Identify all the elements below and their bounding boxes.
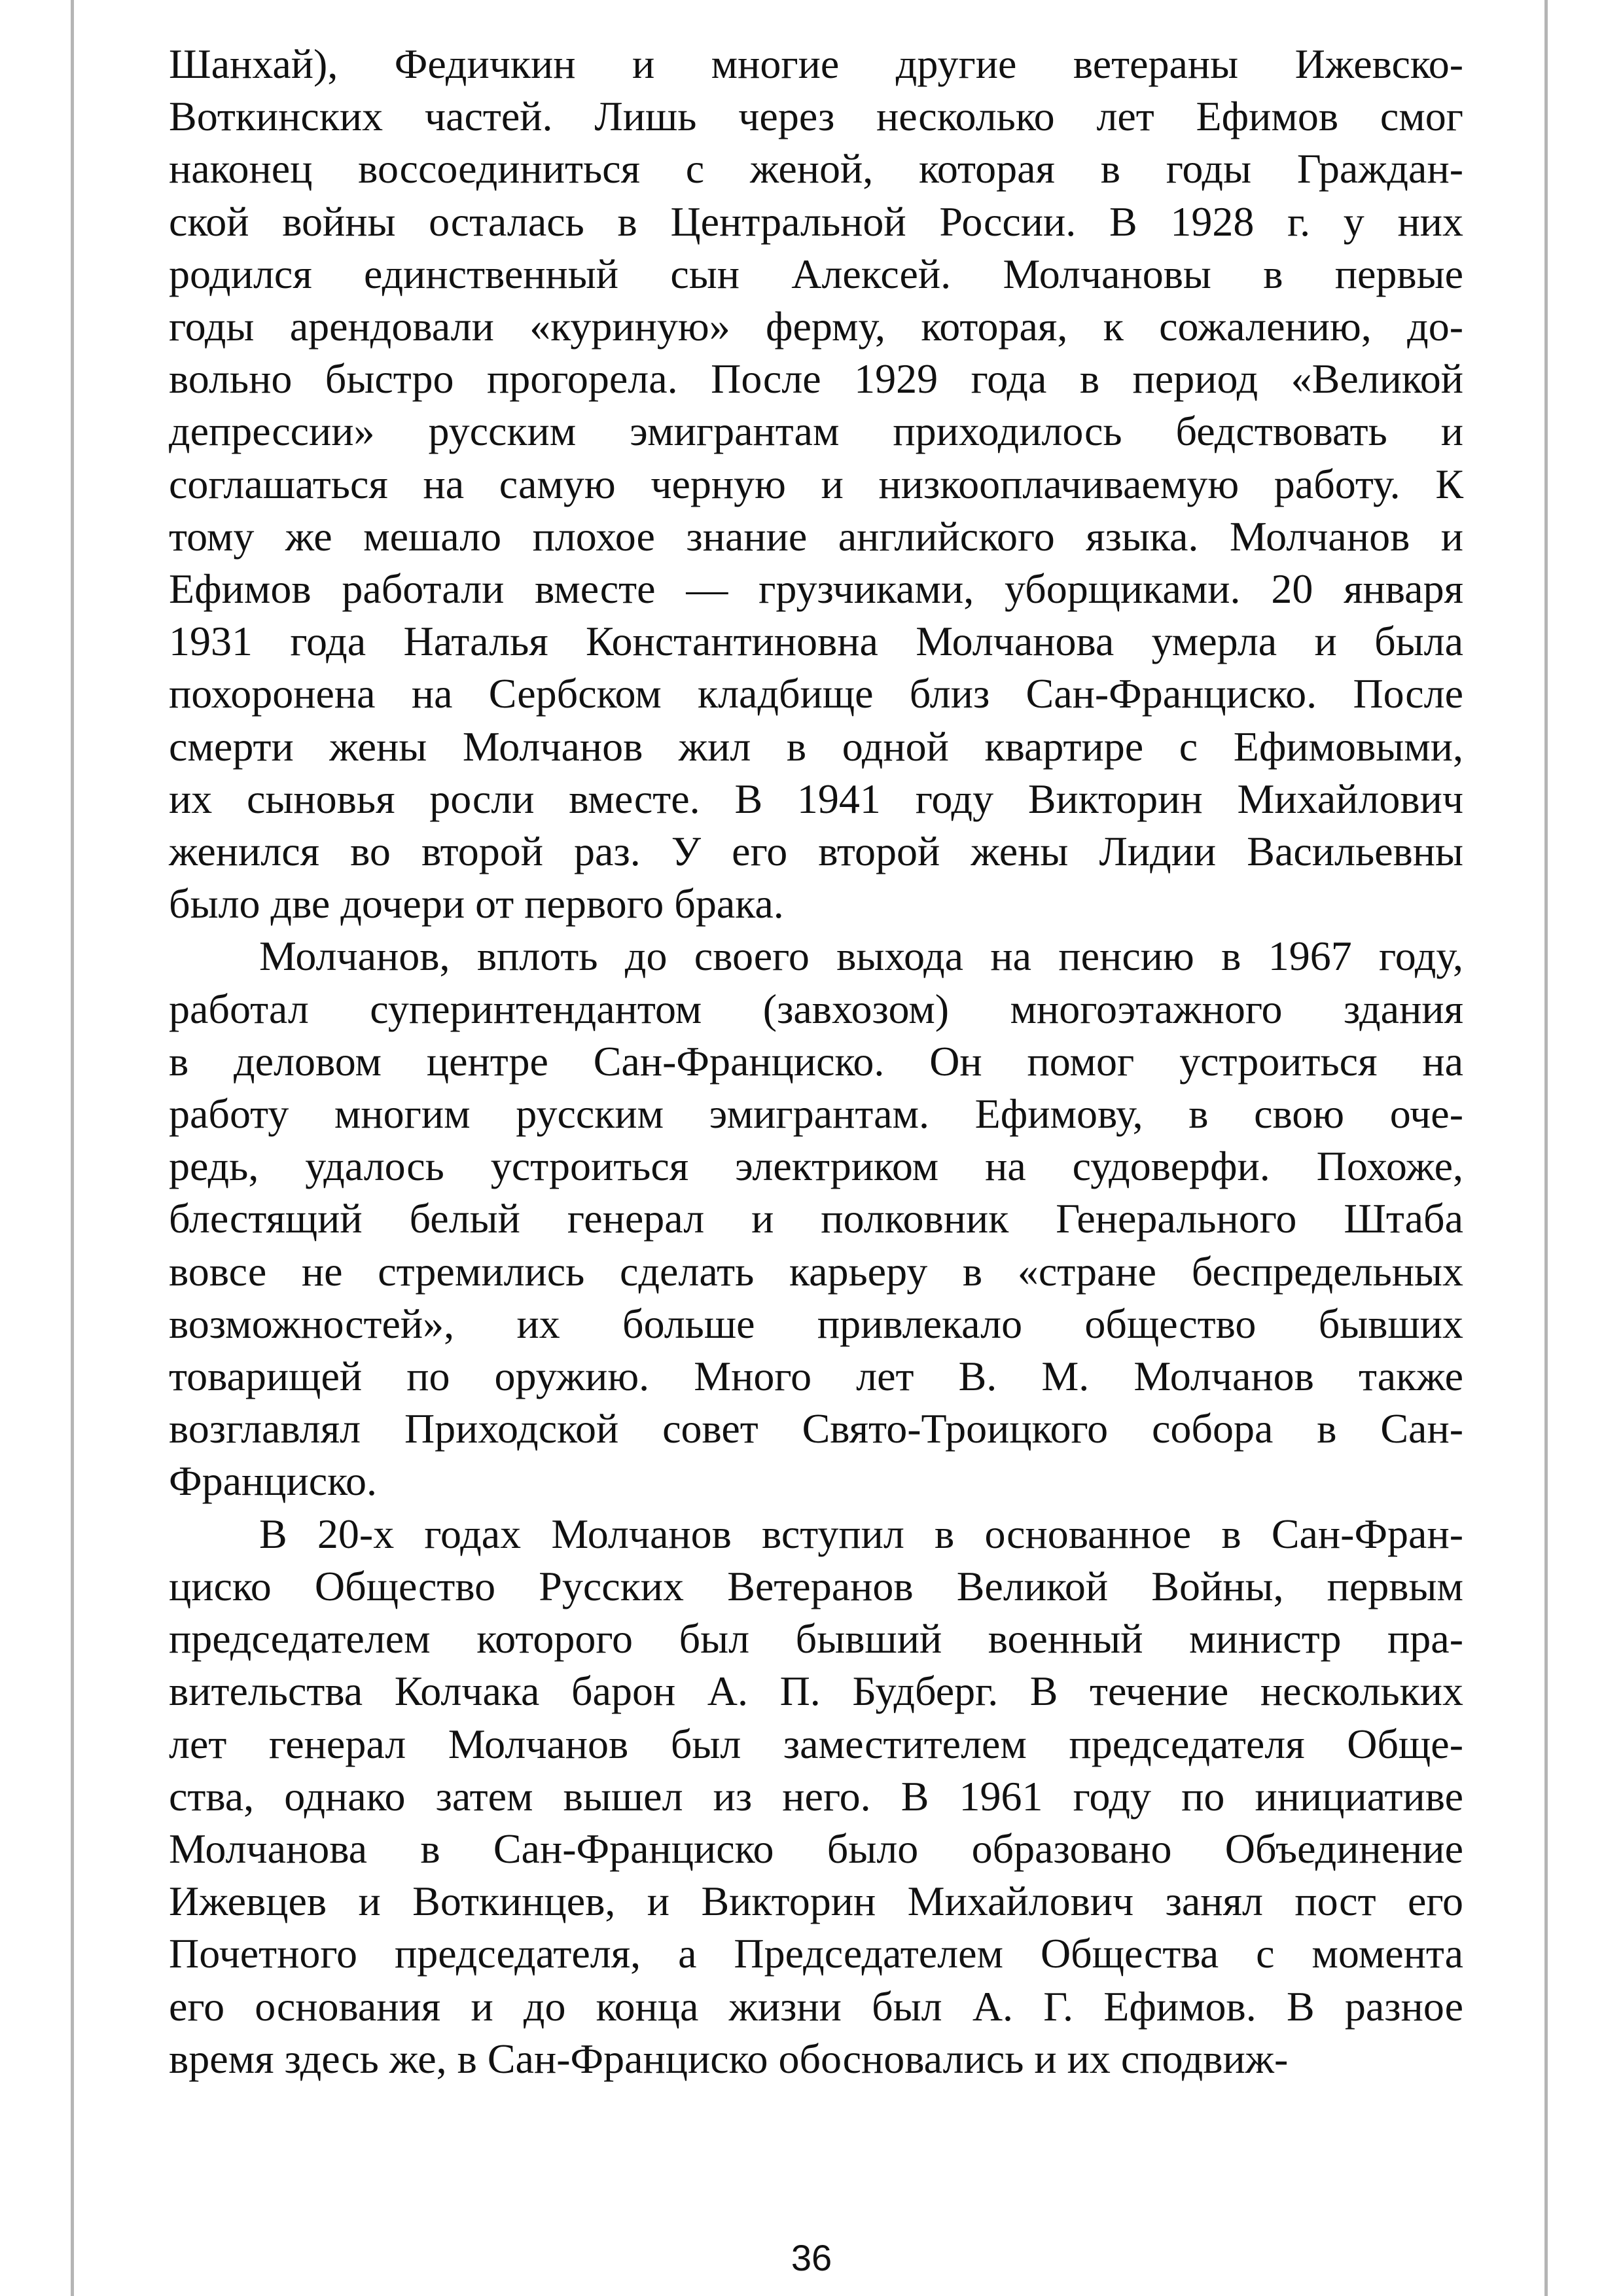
- page-number: 36: [791, 2237, 832, 2278]
- text-line: редь, удалось устроиться электриком на судоверфи. Похоже,: [169, 1143, 1463, 1190]
- text-line: женился во второй раз. У его второй жены Лидии Васильевны: [169, 828, 1463, 875]
- paragraph: [169, 38, 1463, 930]
- text-line: товарищей по оружию. Много лет В. М. Молчанов также: [169, 1353, 1463, 1400]
- text-line: Франциско.: [169, 1458, 377, 1505]
- text-line: ской войны осталась в Центральной России. В 1928 г. у них: [169, 198, 1463, 245]
- text-line: лет генерал Молчанов был заместителем председателя Обще-: [169, 1720, 1463, 1767]
- body-text: [169, 38, 1463, 2085]
- text-line: смерти жены Молчанов жил в одной квартире с Ефимовыми,: [169, 723, 1463, 770]
- text-line: время здесь же, в Сан-Франциско обосновались и их сподвиж-: [169, 2035, 1289, 2082]
- text-line: вольно быстро прогорела. После 1929 года в период «Великой: [169, 355, 1463, 403]
- text-line: Молчанов, вплоть до своего выхода на пенсию в 1967 году,: [259, 933, 1463, 980]
- text-line: было две дочери от первого брака.: [169, 880, 784, 927]
- text-line: циско Общество Русских Ветеранов Великой Войны, первым: [169, 1562, 1463, 1609]
- text-line: блестящий белый генерал и полковник Генерального Штаба: [169, 1195, 1463, 1242]
- text-line: похоронена на Сербском кладбище близ Сан-Франциско. После: [169, 670, 1463, 717]
- text-line: вительства Колчака барон А. П. Будберг. В течение нескольких: [169, 1668, 1463, 1715]
- text-line: работу многим русским эмигрантам. Ефимову, в свою оче-: [169, 1090, 1463, 1138]
- page-edge-right: [1544, 0, 1548, 2296]
- page-edge-left: [71, 0, 74, 2296]
- text-line: Ефимов работали вместе — грузчиками, уборщиками. 20 января: [169, 565, 1463, 613]
- text-line: их сыновья росли вместе. В 1941 году Викторин Михайлович: [169, 775, 1463, 822]
- text-line: Молчанова в Сан-Франциско было образовано Объединение: [169, 1825, 1463, 1872]
- text-line: Воткинских частей. Лишь через несколько лет Ефимов смог: [169, 93, 1463, 140]
- paragraph: [169, 930, 1463, 1507]
- text-line: вовсе не стремились сделать карьеру в «стране беспредельных: [169, 1247, 1463, 1295]
- text-line: соглашаться на самую черную и низкооплачиваемую работу. К: [169, 460, 1463, 507]
- text-line: возможностей», их больше привлекало общество бывших: [169, 1300, 1463, 1347]
- text-line: 1931 года Наталья Константиновна Молчанова умерла и была: [169, 618, 1463, 665]
- text-line: тому же мешало плохое знание английского языка. Молчанов и: [169, 512, 1463, 560]
- text-line: годы арендовали «куриную» ферму, которая, к сожалению, до-: [169, 303, 1463, 350]
- text-line: В 20-х годах Молчанов вступил в основанное в Сан-Фран-: [259, 1510, 1463, 1557]
- text-line: в деловом центре Сан-Франциско. Он помог устроиться на: [169, 1037, 1463, 1085]
- text-line: работал суперинтендантом (завхозом) многоэтажного здания: [169, 985, 1463, 1032]
- text-line: ства, однако затем вышел из него. В 1961 году по инициативе: [169, 1772, 1463, 1820]
- text-line: Шанхай), Федичкин и многие другие ветераны Ижевско-: [169, 41, 1463, 87]
- text-line: депрессии» русским эмигрантам приходилось бедствовать и: [169, 408, 1463, 455]
- paragraph: [169, 1508, 1463, 2085]
- text-line: председателем которого был бывший военный министр пра-: [169, 1615, 1463, 1662]
- text-line: его основания и до конца жизни был А. Г. Ефимов. В разное: [169, 1982, 1463, 2030]
- text-line: наконец воссоединиться с женой, которая в годы Граждан-: [169, 145, 1463, 192]
- text-line: возглавлял Приходской совет Свято-Троицкого собора в Сан-: [169, 1405, 1463, 1452]
- text-line: Почетного председателя, а Председателем Общества с момента: [169, 1930, 1463, 1977]
- text-line: родился единственный сын Алексей. Молчановы в первые: [169, 250, 1463, 297]
- text-line: Ижевцев и Воткинцев, и Викторин Михайлович занял пост его: [169, 1878, 1463, 1925]
